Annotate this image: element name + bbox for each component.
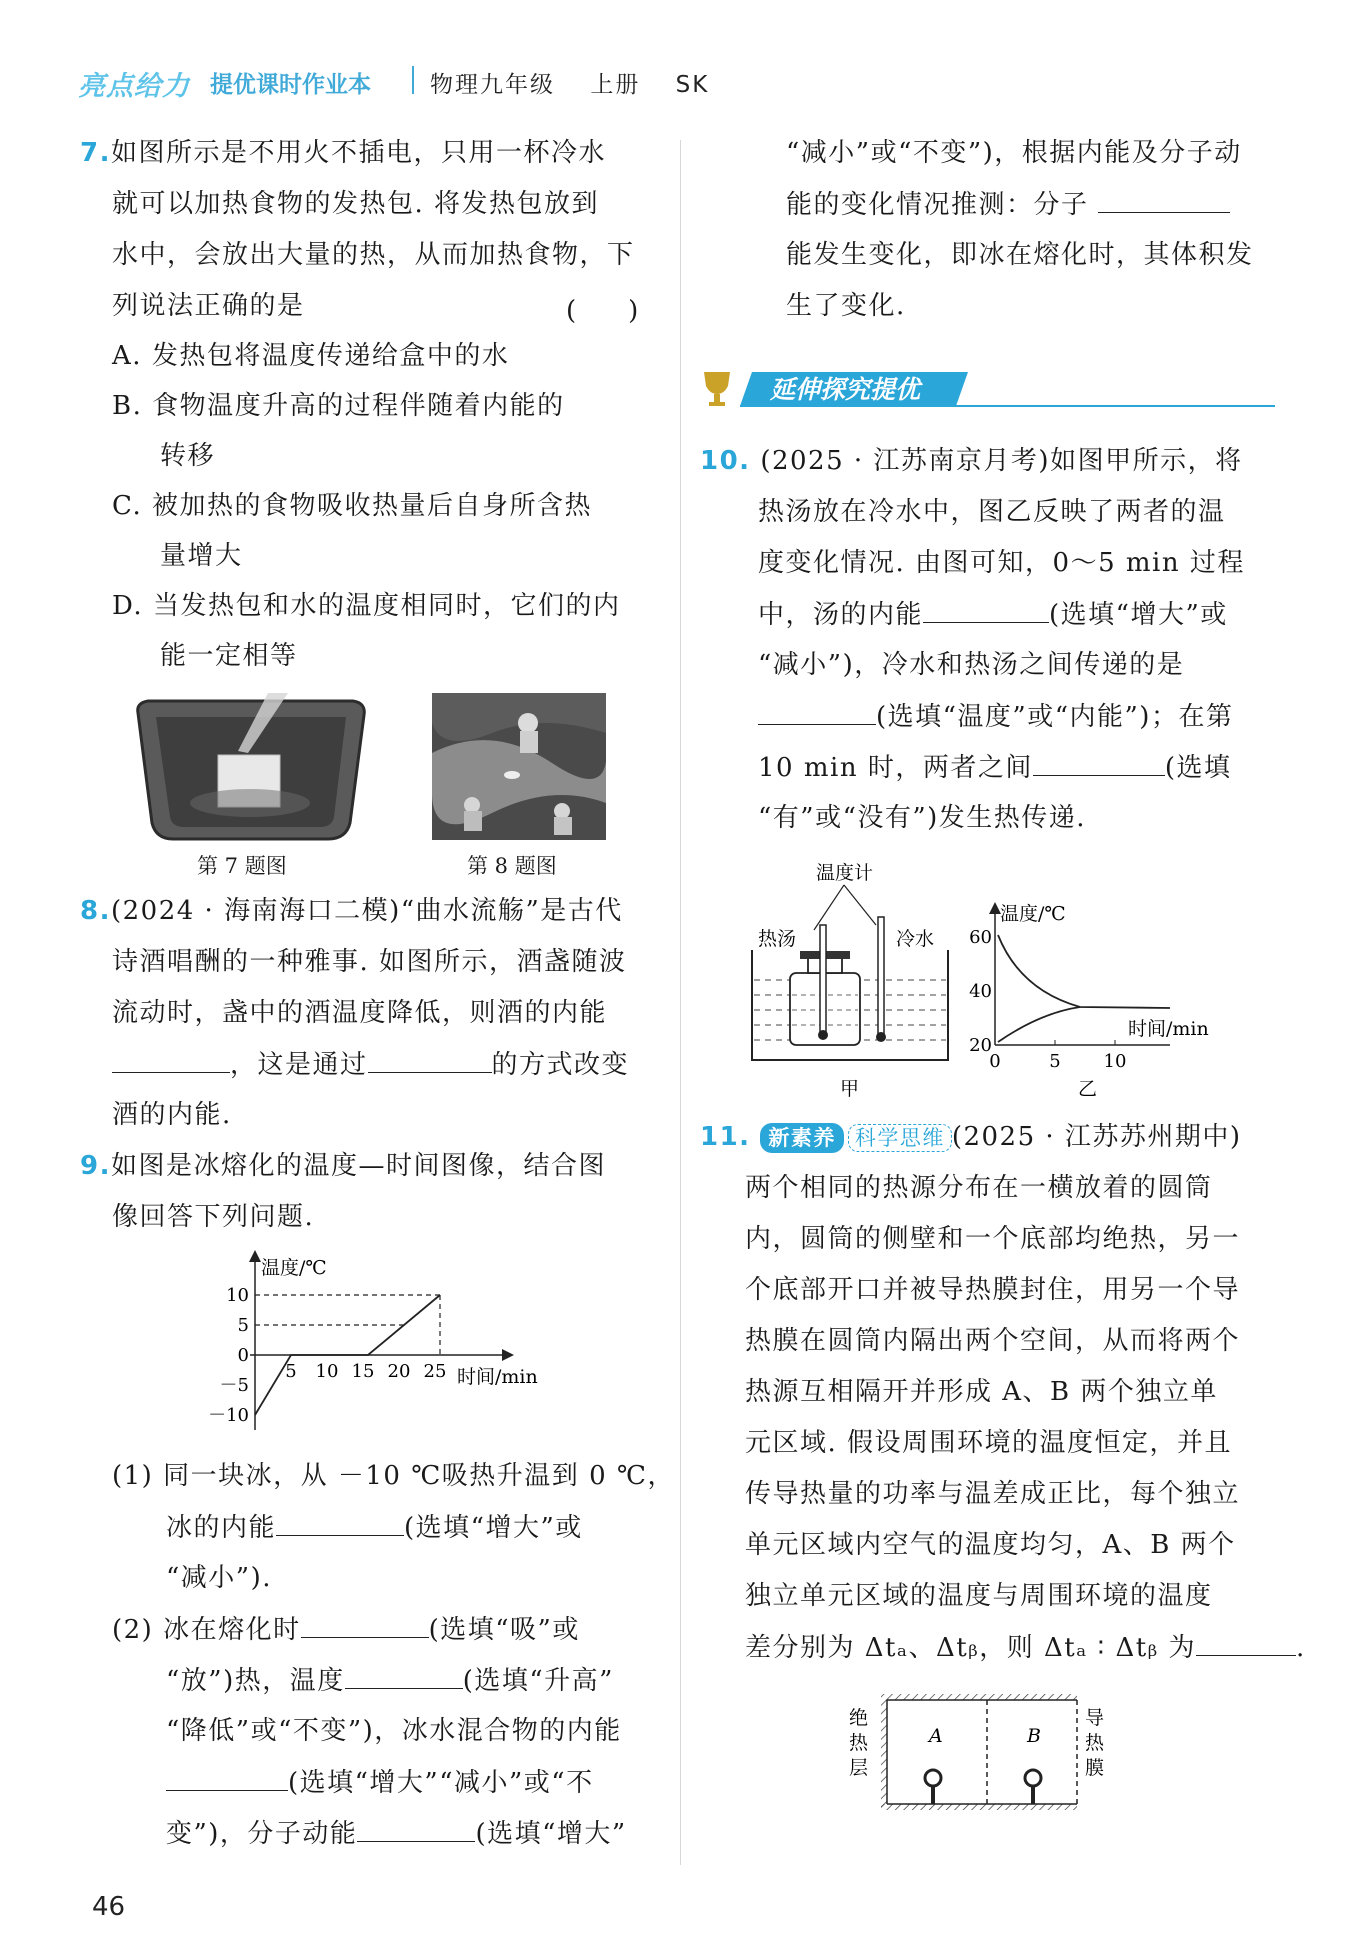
edition-label: SK <box>675 72 710 98</box>
q9-xtick-25: 25 <box>423 1361 447 1382</box>
header-info <box>430 66 735 99</box>
q9-blank-2[interactable] <box>301 1613 429 1638</box>
q9-ytick-0: 0 <box>237 1345 249 1366</box>
q11-blank-1[interactable] <box>1196 1631 1296 1656</box>
q7-photo <box>128 693 373 850</box>
q10-line-5: “减小”)，冷水和热汤之间传递的是 <box>758 650 1185 680</box>
q10-number: 10. <box>700 446 751 476</box>
q9-number: 9. <box>80 1151 111 1181</box>
thermometer-label: 温度计 <box>816 862 874 884</box>
series-title: 提优课时作业本 <box>210 72 371 98</box>
q9-sub2-line-4: (选填“增大”“减小”或“不 <box>166 1766 594 1799</box>
q9-ytick-5: 5 <box>237 1315 249 1336</box>
brand-logo: 亮点给力 <box>78 71 190 102</box>
q11-line-5: 热膜在圆筒内隔出两个空间，从而将两个 <box>745 1326 1241 1356</box>
figure-b-caption: 乙 <box>1078 1078 1098 1100</box>
q10-line-7: 10 min 时，两者之间 (选填 <box>758 753 1232 783</box>
q8-blank-1[interactable] <box>112 1048 230 1073</box>
q10-xtick-10: 10 <box>1103 1051 1127 1072</box>
q7-option-d: D. 当发热包和水的温度相同时，它们的内 <box>112 591 621 621</box>
q11-line-7: 元区域. 假设周围环境的温度恒定，并且 <box>745 1428 1233 1458</box>
q10-x-axis-label: 时间/min <box>1128 1018 1209 1040</box>
svg-text:绝热层: 绝热层 <box>849 1707 869 1779</box>
heat-source-a-icon <box>925 1770 941 1804</box>
soup-label: 热汤 <box>758 928 797 950</box>
q7-option-b: B. 食物温度升高的过程伴随着内能的 <box>112 391 565 421</box>
q9-xtick-10: 10 <box>315 1361 339 1382</box>
q11-cylinder-figure <box>845 1690 1125 1815</box>
q7-line-4: 列说法正确的是 <box>112 291 305 321</box>
q8-line-5: 酒的内能. <box>112 1100 232 1130</box>
q9-y-axis-label: 温度/℃ <box>261 1257 327 1279</box>
q9-temperature-chart <box>205 1245 565 1445</box>
q9-x-axis-label: 时间/min <box>457 1366 538 1388</box>
q11-line-10: 独立单元区域的温度与周围环境的温度 <box>745 1581 1213 1611</box>
q10-figure-b-chart <box>960 895 1240 1100</box>
water-temp-curve <box>998 1007 1080 1042</box>
q8-blank-2[interactable] <box>368 1048 492 1073</box>
q11-line-3: 内，圆筒的侧壁和一个底部均绝热，另一 <box>745 1224 1241 1254</box>
q10-blank-2[interactable] <box>758 700 876 725</box>
q11-line-1: 11. 新素养 科学思维 (2025 · 江苏苏州期中) <box>700 1122 1242 1152</box>
q11-line-8: 传导热量的功率与温差成正比，每个独立 <box>745 1479 1241 1509</box>
q10-y-axis-label: 温度/℃ <box>1000 903 1066 925</box>
q10-line-6: (选填“温度”或“内能”)；在第 <box>758 700 1233 733</box>
figure-a-caption: 甲 <box>840 1078 860 1100</box>
q9-blank-1[interactable] <box>276 1511 404 1536</box>
cold-water-label: 冷水 <box>896 928 935 950</box>
q10-xtick-5: 5 <box>1049 1051 1061 1072</box>
q10-line-3: 度变化情况. 由图可知，0～5 min 过程 <box>758 548 1245 578</box>
q10-figure-a <box>748 855 968 1100</box>
q9-line-1: 9.如图是冰熔化的温度—时间图像，结合图 <box>80 1151 606 1181</box>
q7-answer-paren: ( ) <box>566 296 639 326</box>
q11-line-4: 个底部开口并被导热膜封住，用另一个导 <box>745 1275 1241 1305</box>
q9-cont-line-1: “减小”或“不变”)，根据内能及分子动 <box>786 138 1242 168</box>
q9-sub2-line-1: (2) 冰在熔化时 (选填“吸”或 <box>112 1615 580 1645</box>
subject-label: 物理九年级 <box>430 72 555 98</box>
scientific-thinking-badge: 科学思维 <box>848 1124 952 1152</box>
q8-line-2: 诗酒唱酬的一种雅事. 如图所示，酒盏随波 <box>112 947 627 977</box>
q9-cont-line-3: 能发生变化，即冰在熔化时，其体积发 <box>786 240 1254 270</box>
q10-line-8: “有”或“没有”)发生热传递. <box>758 803 1087 833</box>
q9-xtick-15: 15 <box>351 1361 375 1382</box>
trophy-icon <box>704 372 730 406</box>
q9-sub1-line-1: (1) 同一块冰，从 －10 ℃吸热升温到 0 ℃， <box>112 1461 675 1491</box>
q10-line-1: 10. (2025 · 江苏南京月考)如图甲所示，将 <box>700 446 1243 476</box>
column-divider <box>680 140 681 1865</box>
q9-sub2-line-2: “放”)热，温度 (选填“升高” <box>166 1666 614 1696</box>
q7-option-c-cont: 量增大 <box>160 541 243 571</box>
q9-sub2-line-5: 变”)，分子动能 (选填“增大” <box>166 1819 627 1849</box>
q7-line-2: 就可以加热食物的发热包. 将发热包放到 <box>112 189 600 219</box>
q9-ytick-10: 10 <box>226 1285 249 1306</box>
q7-number: 7. <box>80 138 111 168</box>
q7-option-b-cont: 转移 <box>160 441 216 471</box>
q7-option-a: A. 发热包将温度传递给盒中的水 <box>112 341 510 371</box>
q8-photo <box>432 693 606 840</box>
q7-line-1: 7.如图所示是不用火不插电，只用一杯冷水 <box>80 138 606 168</box>
q10-ytick-60: 60 <box>969 927 992 948</box>
q10-xtick-0: 0 <box>989 1051 1001 1072</box>
q7-option-d-cont: 能一定相等 <box>160 641 298 671</box>
membrane-label: 导热膜 <box>1085 1707 1105 1779</box>
q8-figure-caption: 第 8 题图 <box>467 854 557 878</box>
q10-line-4: 中，汤的内能 (选填“增大”或 <box>758 600 1228 630</box>
q10-blank-1[interactable] <box>923 598 1049 623</box>
q8-line-4: ，这是通过 的方式改变 <box>112 1048 629 1081</box>
q9-xtick-20: 20 <box>387 1361 411 1382</box>
q11-number: 11. <box>700 1122 751 1152</box>
q8-line-3: 流动时，盏中的酒温度降低，则酒的内能 <box>112 998 608 1028</box>
q9-cont-line-4: 生了变化. <box>786 291 906 321</box>
page-number: 46 <box>92 1892 126 1922</box>
soup-temp-curve <box>998 935 1170 1008</box>
q11-line-11: 差分别为 Δtₐ、Δtᵦ，则 Δtₐ ∶ Δtᵦ 为 . <box>745 1633 1306 1663</box>
q9-ytick-neg5: －5 <box>219 1375 249 1396</box>
q9-xtick-5: 5 <box>285 1361 297 1382</box>
q9-ytick-neg10: －10 <box>208 1405 249 1426</box>
q10-ytick-40: 40 <box>969 981 992 1002</box>
q9-blank-3[interactable] <box>345 1664 463 1689</box>
region-a-label: A <box>929 1725 943 1747</box>
q7-option-c: C. 被加热的食物吸收热量后自身所含热 <box>112 491 593 521</box>
q11-line-6: 热源互相隔开并形成 A、B 两个独立单 <box>745 1377 1218 1407</box>
q9-cont-line-2: 能的变化情况推测：分子 <box>786 188 1230 221</box>
q10-ytick-20: 20 <box>969 1035 992 1056</box>
region-b-label: B <box>1027 1725 1041 1747</box>
section-title: 延伸探究提优 <box>770 375 921 404</box>
section-banner <box>700 366 1275 412</box>
q10-blank-3[interactable] <box>1033 751 1165 776</box>
q9-sub2-line-3: “降低”或“不变”)，冰水混合物的内能 <box>166 1716 622 1746</box>
q10-line-2: 热汤放在冷水中，图乙反映了两者的温 <box>758 497 1226 527</box>
volume-label: 上册 <box>590 72 641 98</box>
q9-sub1-line-3: “减小”). <box>166 1563 272 1593</box>
q8-number: 8. <box>80 896 111 926</box>
insulation-layer-label <box>849 1707 869 1779</box>
q9-sub1-line-2: 冰的内能 (选填“增大”或 <box>166 1513 583 1543</box>
new-literacy-badge: 新素养 <box>760 1123 844 1153</box>
heat-source-b-icon <box>1025 1770 1041 1804</box>
header-divider <box>412 66 414 94</box>
q9-blank-6[interactable] <box>1098 188 1230 213</box>
q7-line-3: 水中，会放出大量的热，从而加热食物，下 <box>112 240 635 270</box>
q9-line-2: 像回答下列问题. <box>112 1202 315 1232</box>
q7-figure-caption: 第 7 题图 <box>197 854 287 878</box>
q11-line-2: 两个相同的热源分布在一横放着的圆筒 <box>745 1173 1213 1203</box>
q11-line-9: 单元区域内空气的温度均匀，A、B 两个 <box>745 1530 1236 1560</box>
q8-line-1: 8.(2024 · 海南海口二模)“曲水流觞”是古代 <box>80 896 623 926</box>
q9-blank-5[interactable] <box>357 1817 475 1842</box>
q9-blank-4[interactable] <box>166 1766 288 1791</box>
